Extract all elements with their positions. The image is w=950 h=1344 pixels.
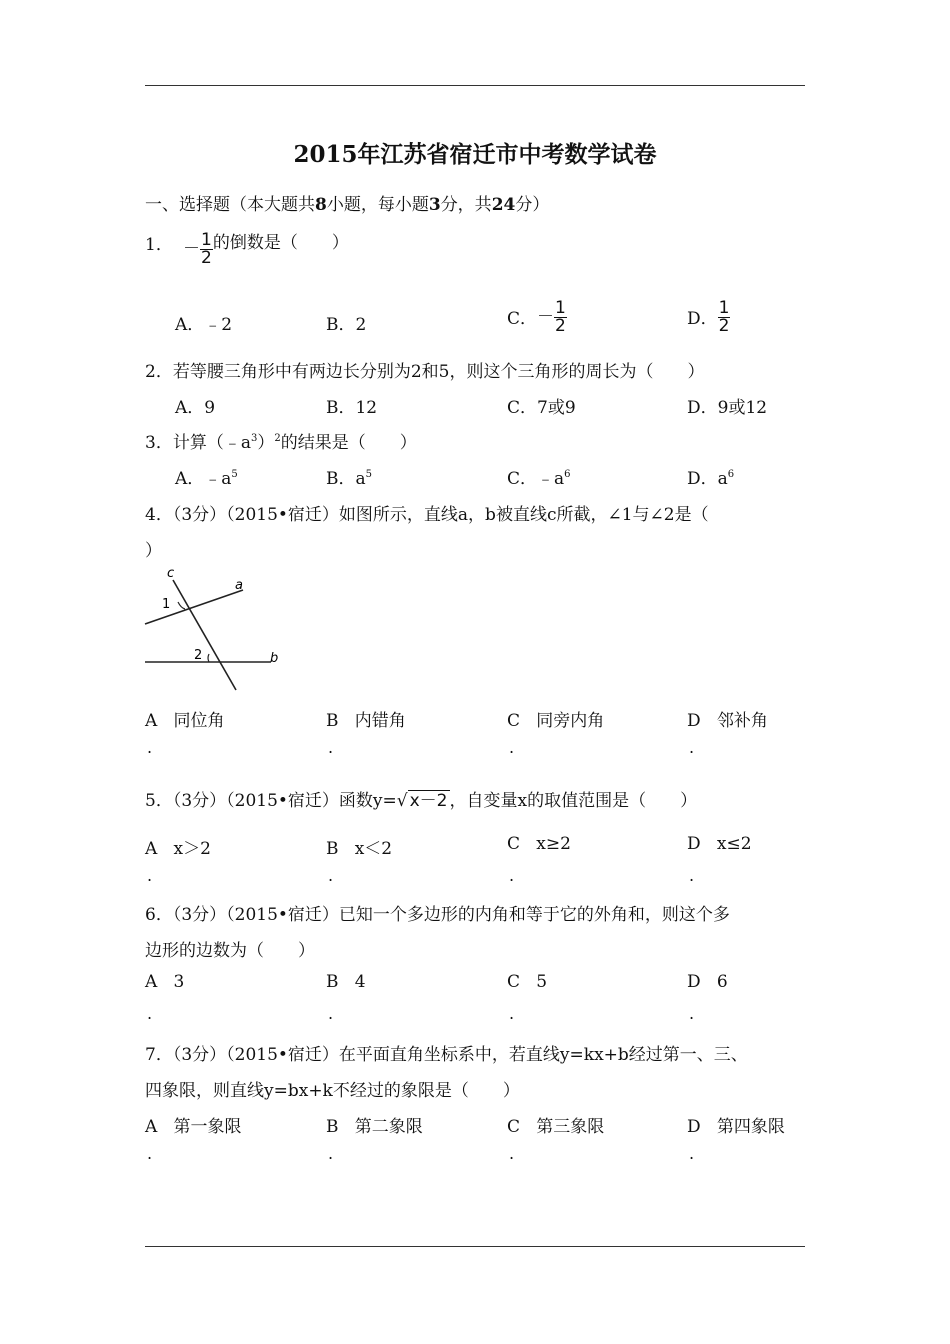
q3-option-a[interactable]: A．$﹣a^5$ xyxy=(175,469,238,489)
q7-dot-a: . xyxy=(147,1144,153,1163)
q7-option-d[interactable]: D 第四象限 xyxy=(687,1117,785,1137)
q4-figure xyxy=(143,562,283,694)
q4-stem-line1: 4．（3分）（2015•宿迁）如图所示，直线a，b被直线c所截，∠1与∠2是（ xyxy=(145,505,709,525)
q7-dot-d: . xyxy=(689,1144,695,1163)
line-a xyxy=(145,590,243,624)
q6-stem-line1: 6．（3分）（2015•宿迁）已知一个多边形的内角和等于它的外角和，则这个多 xyxy=(145,905,730,925)
q4-stem-line2: ） xyxy=(145,541,162,561)
bottom-rule xyxy=(145,1246,805,1247)
q5-stem: 5．（3分）（2015•宿迁）函数y=√ x－2 ，自变量x的取值范围是（ ） xyxy=(145,791,698,811)
q7-option-c[interactable]: C 第三象限 xyxy=(507,1117,605,1137)
q4-option-c[interactable]: C 同旁内角 xyxy=(507,711,605,731)
angle-2-arc xyxy=(208,654,209,662)
q6-dot-d: . xyxy=(689,1004,695,1023)
q6-option-a[interactable]: A 3 xyxy=(145,972,185,992)
q1-option-a[interactable]: A．﹣2 xyxy=(175,315,233,335)
q4-dot-a: . xyxy=(147,738,153,757)
q6-option-d[interactable]: D 6 xyxy=(687,972,728,992)
q6-stem-line2: 边形的边数为（ ） xyxy=(145,941,315,961)
label-b: b xyxy=(270,651,279,666)
q5-dot-d: . xyxy=(689,866,695,885)
q7-dot-c: . xyxy=(509,1144,515,1163)
q4-option-d[interactable]: D 邻补角 xyxy=(687,711,768,731)
q6-dot-b: . xyxy=(328,1004,334,1023)
q2-stem: 2．若等腰三角形中有两边长分别为2和5，则这个三角形的周长为（ ） xyxy=(145,362,705,382)
top-rule xyxy=(145,85,805,86)
label-angle-1: 1 xyxy=(162,597,171,612)
q1-option-b[interactable]: B．2 xyxy=(326,315,367,335)
angle-1-arc xyxy=(178,602,185,609)
label-a: a xyxy=(235,578,243,593)
label-c: c xyxy=(167,566,175,581)
q5-radical: √ x－2 xyxy=(396,791,448,811)
q3-option-d[interactable]: D．$a^6$ xyxy=(687,469,735,489)
q7-stem-line2: 四象限，则直线y=bx+k不经过的象限是（ ） xyxy=(145,1081,520,1101)
q5-dot-c: . xyxy=(509,866,515,885)
q1-stem: － $\frac{1}{2}$ 的倒数是（ ） xyxy=(183,230,349,268)
q7-option-a[interactable]: A 第一象限 xyxy=(145,1117,242,1137)
q1-option-c[interactable]: C．－ $\frac{1}{2}$ xyxy=(507,298,566,336)
q4-option-b[interactable]: B 内错角 xyxy=(326,711,406,731)
q1-number: 1． xyxy=(145,235,173,255)
q3-option-c[interactable]: C．$﹣a^6$ xyxy=(507,469,571,489)
q7-option-b[interactable]: B 第二象限 xyxy=(326,1117,423,1137)
q7-stem-line1: 7．（3分）（2015•宿迁）在平面直角坐标系中，若直线y=kx+b经过第一、三、 xyxy=(145,1045,748,1065)
q3-stem: 3．计算$(﹣a^3)^2$的结果是（ ） xyxy=(145,433,417,453)
q2-option-c[interactable]: C．7或9 xyxy=(507,398,576,418)
q3-option-b[interactable]: B．$a^5$ xyxy=(326,469,373,489)
q5-option-a[interactable]: A x＞2 xyxy=(145,839,211,859)
q6-dot-a: . xyxy=(147,1004,153,1023)
section-header: 一、选择题（本大题共8小题，每小题3分，共24分） xyxy=(145,195,550,215)
q4-dot-d: . xyxy=(689,738,695,757)
q5-option-c[interactable]: C x≥2 xyxy=(507,834,571,854)
q5-option-d[interactable]: D x≤2 xyxy=(687,834,752,854)
q1-option-d[interactable]: D． $\frac{1}{2}$ xyxy=(687,298,730,336)
page-title: 2015年江苏省宿迁市中考数学试卷 xyxy=(293,141,657,168)
q7-dot-b: . xyxy=(328,1144,334,1163)
q2-option-b[interactable]: B．12 xyxy=(326,398,378,418)
q5-option-b[interactable]: B x＜2 xyxy=(326,839,393,859)
q6-option-b[interactable]: B 4 xyxy=(326,972,366,992)
label-angle-2: 2 xyxy=(194,648,203,663)
q6-dot-c: . xyxy=(509,1004,515,1023)
q5-dot-a: . xyxy=(147,866,153,885)
q5-dot-b: . xyxy=(328,866,334,885)
q2-option-a[interactable]: A．9 xyxy=(175,398,216,418)
q4-dot-b: . xyxy=(328,738,334,757)
q1-fraction: $\frac{1}{2}$ xyxy=(201,230,212,268)
q6-option-c[interactable]: C 5 xyxy=(507,972,548,992)
q4-option-a[interactable]: A 同位角 xyxy=(145,711,225,731)
q4-dot-c: . xyxy=(509,738,515,757)
q2-option-d[interactable]: D．9或12 xyxy=(687,398,768,418)
